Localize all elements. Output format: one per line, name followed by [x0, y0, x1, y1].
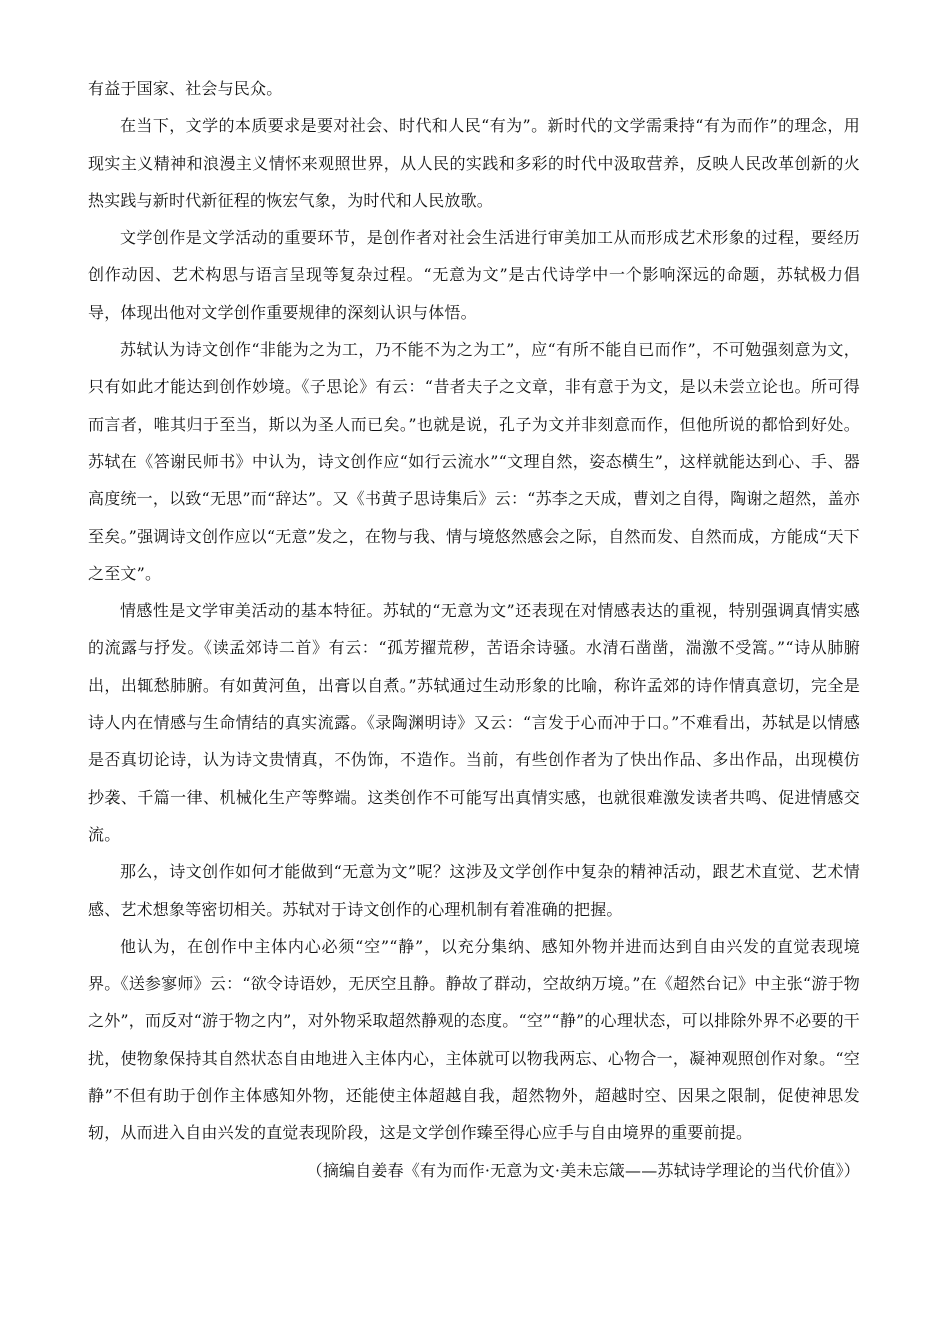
paragraph-7: 他认为，在创作中主体内心必须“空”“静”，以充分集纳、感知外物并进而达到自由兴发的直觉表现境界。《送参寥师》云：“欲令诗语妙，无厌空且静。静故了群动，空故纳万境。”在《超然台记》中主张“游于物之外”，而反对“游于物之内”，对外物采取超然静观的态度。“空”“静”的心理状态，可以排除外界不必要的干扰，使物象保持其自然状态自由地进入主体内心，主体就可以物我两忘、心物合一，凝神观照创作对象。“空静”不但有助于创作主体感知外物，还能使主体超越自我，超然物外，超越时空、因果之限制，促使神思发轫，从而进入自由兴发的直觉表现阶段，这是文学创作臻至得心应手与自由境界的重要前提。	[88, 936, 860, 1143]
paragraph-2: 在当下，文学的本质要求是要对社会、时代和人民“有为”。新时代的文学需秉持“有为而作”的理念，用现实主义精神和浪漫主义情怀来观照世界，从人民的实践和多彩的时代中汲取营养，反映人民改革创新的火热实践与新时代新征程的恢宏气象，为时代和人民放歌。	[88, 116, 860, 210]
paragraph-3: 文学创作是文学活动的重要环节，是创作者对社会生活进行审美加工从而形成艺术形象的过程，要经历创作动因、艺术构思与语言呈现等复杂过程。“无意为文”是古代诗学中一个影响深远的命题，苏轼极力倡导，体现出他对文学创作重要规律的深刻认识与体悟。	[88, 228, 860, 322]
paragraph-4: 苏轼认为诗文创作“非能为之为工，乃不能不为之为工”，应“有所不能自已而作”，不可勉强刻意为文，只有如此才能达到创作妙境。《子思论》有云：“昔者夫子之文章，非有意于为文，是以未尝立论也。所可得而言者，唯其归于至当，斯以为圣人而已矣。”也就是说，孔子为文并非刻意而作，但他所说的都恰到好处。苏轼在《答谢民师书》中认为，诗文创作应“如行云流水”“文理自然，姿态横生”，这样就能达到心、手、器高度统一，以致“无思”而“辞达”。又《书黄子思诗集后》云：“苏李之天成，曹刘之自得，陶谢之超然，盖亦至矣。”强调诗文创作应以“无意”发之，在物与我、情与境悠然感会之际，自然而发、自然而成，方能成“天下之至文”。	[88, 340, 860, 583]
source-citation: （摘编自姜春《有为而作·无意为文·美未忘箴——苏轼诗学理论的当代价值》）	[306, 1160, 860, 1180]
paragraph-6: 那么，诗文创作如何才能做到“无意为文”呢？这涉及文学创作中复杂的精神活动，跟艺术直觉、艺术情感、艺术想象等密切相关。苏轼对于诗文创作的心理机制有着准确的把握。	[88, 862, 860, 919]
article-body	[88, 70, 860, 1189]
paragraph-5: 情感性是文学审美活动的基本特征。苏轼的“无意为文”还表现在对情感表达的重视，特别强调真情实感的流露与抒发。《读孟郊诗二首》有云：“孤芳擢荒秽，苦语余诗骚。水清石凿凿，湍激不受篙。”“诗从肺腑出，出辄愁肺腑。有如黄河鱼，出膏以自煮。”苏轼通过生动形象的比喻，称许孟郊的诗作情真意切，完全是诗人内在情感与生命情结的真实流露。《录陶渊明诗》又云：“言发于心而冲于口。”不难看出，苏轼是以情感是否真切论诗，认为诗文贵情真，不伪饰，不造作。当前，有些创作者为了快出作品、多出作品，出现模仿抄袭、千篇一律、机械化生产等弊端。这类创作不可能写出真情实感，也就很难激发读者共鸣、促进情感交流。	[88, 601, 860, 844]
paragraph-1: 有益于国家、社会与民众。	[88, 79, 283, 98]
